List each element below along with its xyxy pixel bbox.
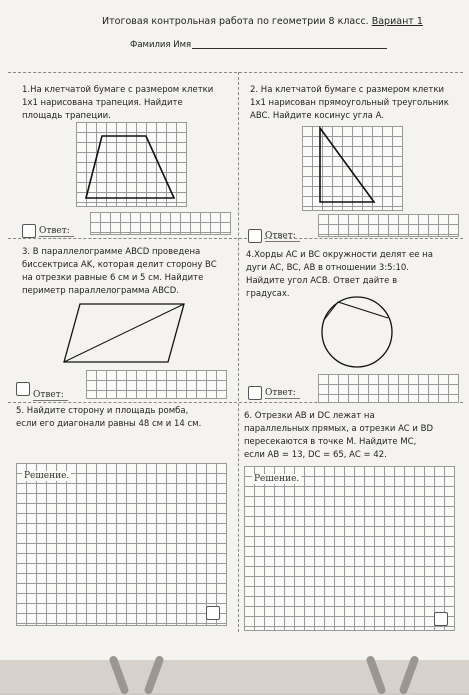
triangle-figure — [302, 126, 403, 211]
problem-1-text: 1.На клетчатой бумаге с размером клетки 1х1 нарисована трапеция. Найдите площадь трапеции. — [22, 85, 214, 121]
solution-label: Решение. — [24, 471, 70, 481]
checkbox[interactable] — [248, 386, 262, 400]
checkbox[interactable] — [22, 224, 36, 238]
answer-label: Ответ: — [265, 388, 300, 399]
answer-label: Ответ: — [39, 226, 74, 237]
problem-5-text: 5. Найдите сторону и площадь ромба, если его диагонали равны 48 см и 14 см. — [16, 406, 202, 429]
problem-3-text: 3. В параллелограмме ABCD проведена биссектриса AK, которая делит сторону BC на отрезки равные 6 см и 5 см. Найдите периметр параллелограмма ABCD. — [22, 247, 217, 296]
answer-label: Ответ: — [265, 231, 300, 242]
answer-label: Ответ: — [33, 390, 68, 401]
problem-3-answer — [16, 376, 68, 401]
problem-1-answer-grid[interactable] — [90, 212, 231, 235]
problem-6-solution-grid[interactable] — [244, 466, 455, 631]
problem-5-solution-grid[interactable] — [16, 463, 227, 626]
checkbox[interactable] — [16, 382, 30, 396]
problem-2-answer — [248, 229, 300, 243]
problem-1-answer — [22, 224, 74, 238]
problem-6-text: 6. Отрезки AB и DC лежат на параллельных прямых, а отрезки AC и BD пересекаются в точке M. Найдите MC, если AB = 13, DC = 65, AC = 42. — [244, 411, 434, 460]
divider — [8, 238, 463, 239]
problem-4-answer — [248, 386, 300, 400]
trapezoid-figure — [76, 122, 187, 207]
variant-label: Вариант 1 — [371, 16, 423, 27]
parallelogram-figure — [60, 302, 190, 368]
problem-4-text: 4.Хорды AC и BC окружности делят ее на дуги AC, BC, AB в отношении 3:5:10. Найдите угол ACB. Ответ дайте в градусах. — [246, 250, 433, 299]
solution-label: Решение. — [254, 474, 300, 484]
divider — [238, 72, 239, 632]
problem-2-answer-grid[interactable] — [318, 214, 459, 237]
divider — [8, 72, 463, 73]
name-label: Фамилия Имя — [130, 40, 192, 50]
problem-4-answer-grid[interactable] — [318, 374, 459, 403]
checkbox[interactable] — [248, 229, 262, 243]
circle-figure — [318, 294, 398, 370]
page-title: Итоговая контрольная работа по геометрии 8 класс. Вариант 1 — [102, 16, 423, 27]
problem-2-text: 2. На клетчатой бумаге с размером клетки 1х1 нарисован прямоугольный треугольник ABC. Найдите косинус угла A. — [250, 85, 449, 121]
checkbox[interactable] — [206, 606, 220, 620]
name-field[interactable] — [192, 48, 387, 49]
problem-3-answer-grid[interactable] — [86, 370, 227, 399]
checkbox[interactable] — [434, 612, 448, 626]
